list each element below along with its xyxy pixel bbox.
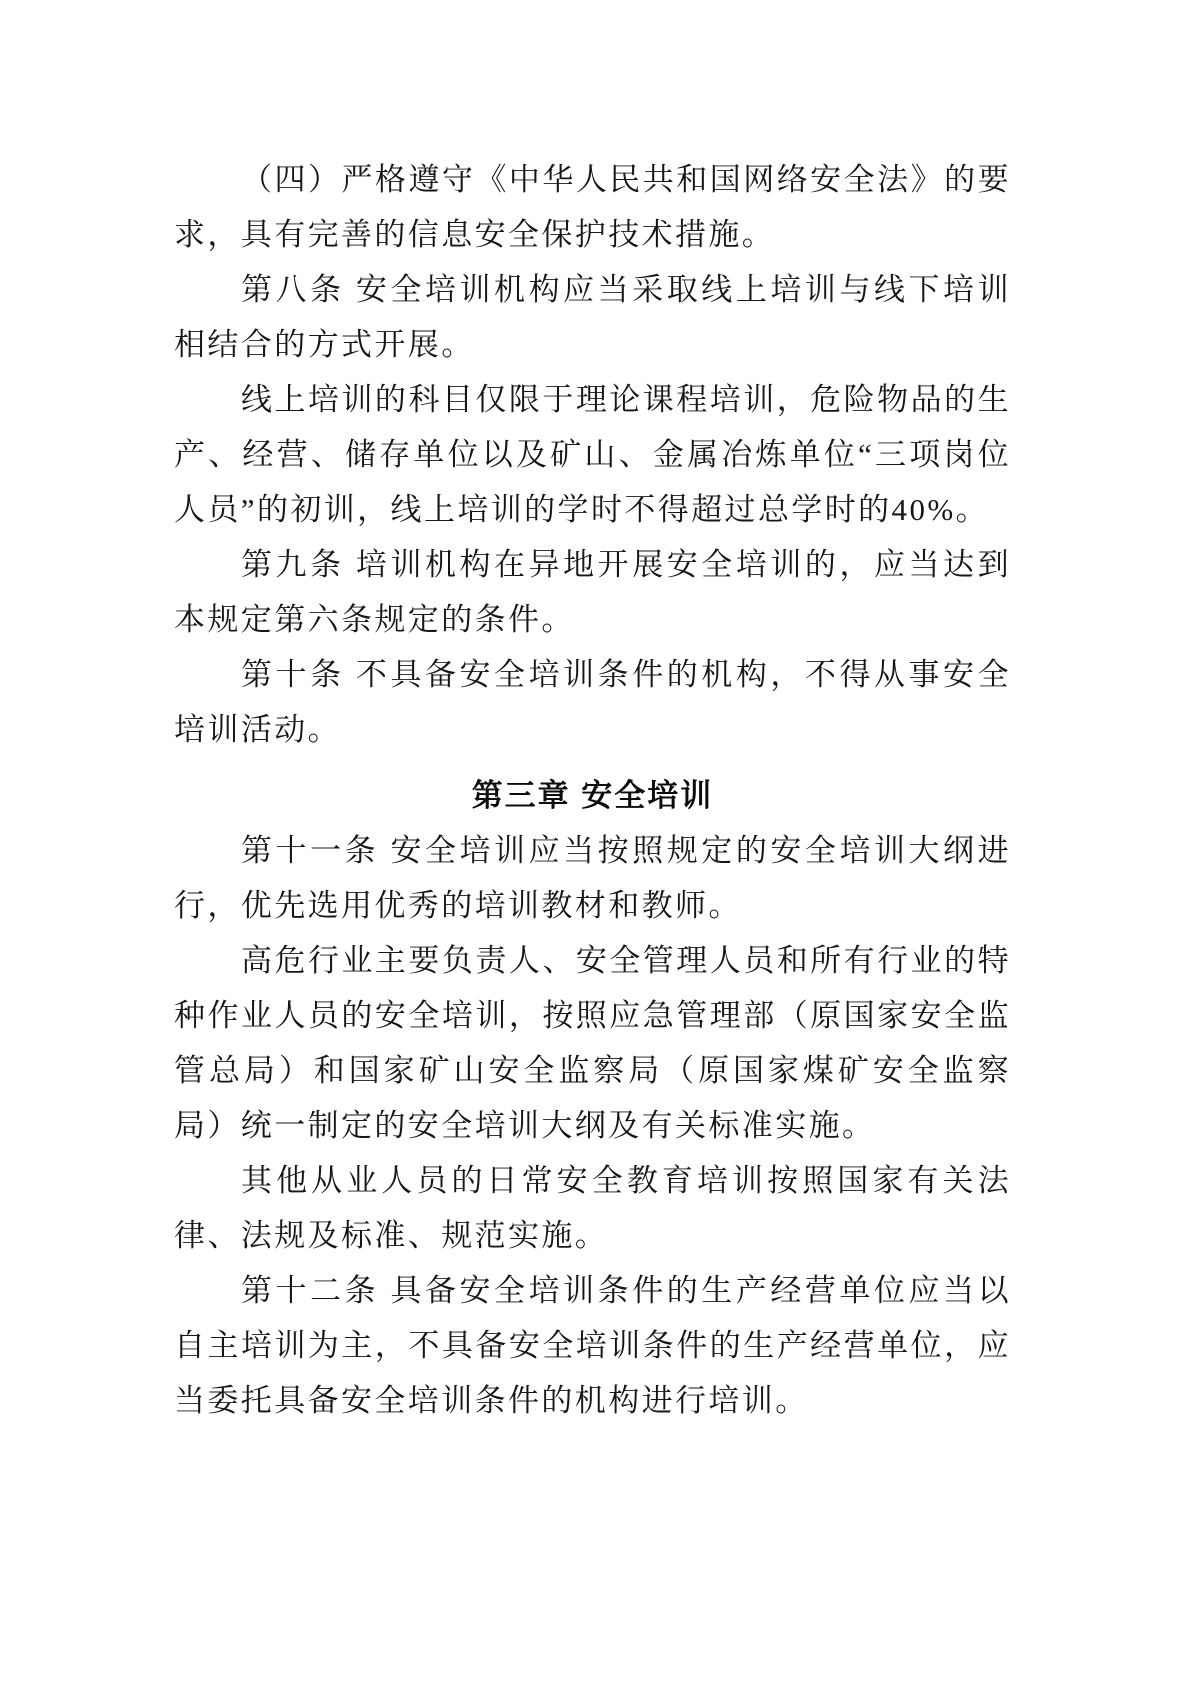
paragraph-online-training-scope: 线上培训的科目仅限于理论课程培训，危险物品的生产、经营、储存单位以及矿山、金属冶炼单位“三项岗位人员”的初训，线上培训的学时不得超过总学时的40%。 xyxy=(174,382,1011,527)
paragraph-high-risk-industry-training: 高危行业主要负责人、安全管理人员和所有行业的特种作业人员的安全培训，按照应急管理部（原国家安全监管总局）和国家矿山安全监察局（原国家煤矿安全监察局）统一制定的安全培训大纲及有关标准实施。 xyxy=(174,943,1011,1143)
paragraph-item-4-network-security-law: （四）严格遵守《中华人民共和国网络安全法》的要求，具有完善的信息安全保护技术措施。 xyxy=(174,162,1011,252)
paragraph-article-11: 第十一条 安全培训应当按照规定的安全培训大纲进行，优先选用优秀的培训教材和教师。 xyxy=(174,833,1011,923)
paragraph-article-9: 第九条 培训机构在异地开展安全培训的，应当达到本规定第六条规定的条件。 xyxy=(174,547,1011,637)
paragraph-article-10: 第十条 不具备安全培训条件的机构，不得从事安全培训活动。 xyxy=(174,657,1011,747)
chapter-heading-3-safety-training: 第三章 安全培训 xyxy=(471,778,714,813)
paragraph-article-12: 第十二条 具备安全培训条件的生产经营单位应当以自主培训为主，不具备安全培训条件的生产经营单位，应当委托具备安全培训条件的机构进行培训。 xyxy=(174,1273,1011,1418)
paragraph-article-8: 第八条 安全培训机构应当采取线上培训与线下培训相结合的方式开展。 xyxy=(174,272,1011,362)
paragraph-other-employees-training: 其他从业人员的日常安全教育培训按照国家有关法律、法规及标准、规范实施。 xyxy=(174,1163,1011,1253)
